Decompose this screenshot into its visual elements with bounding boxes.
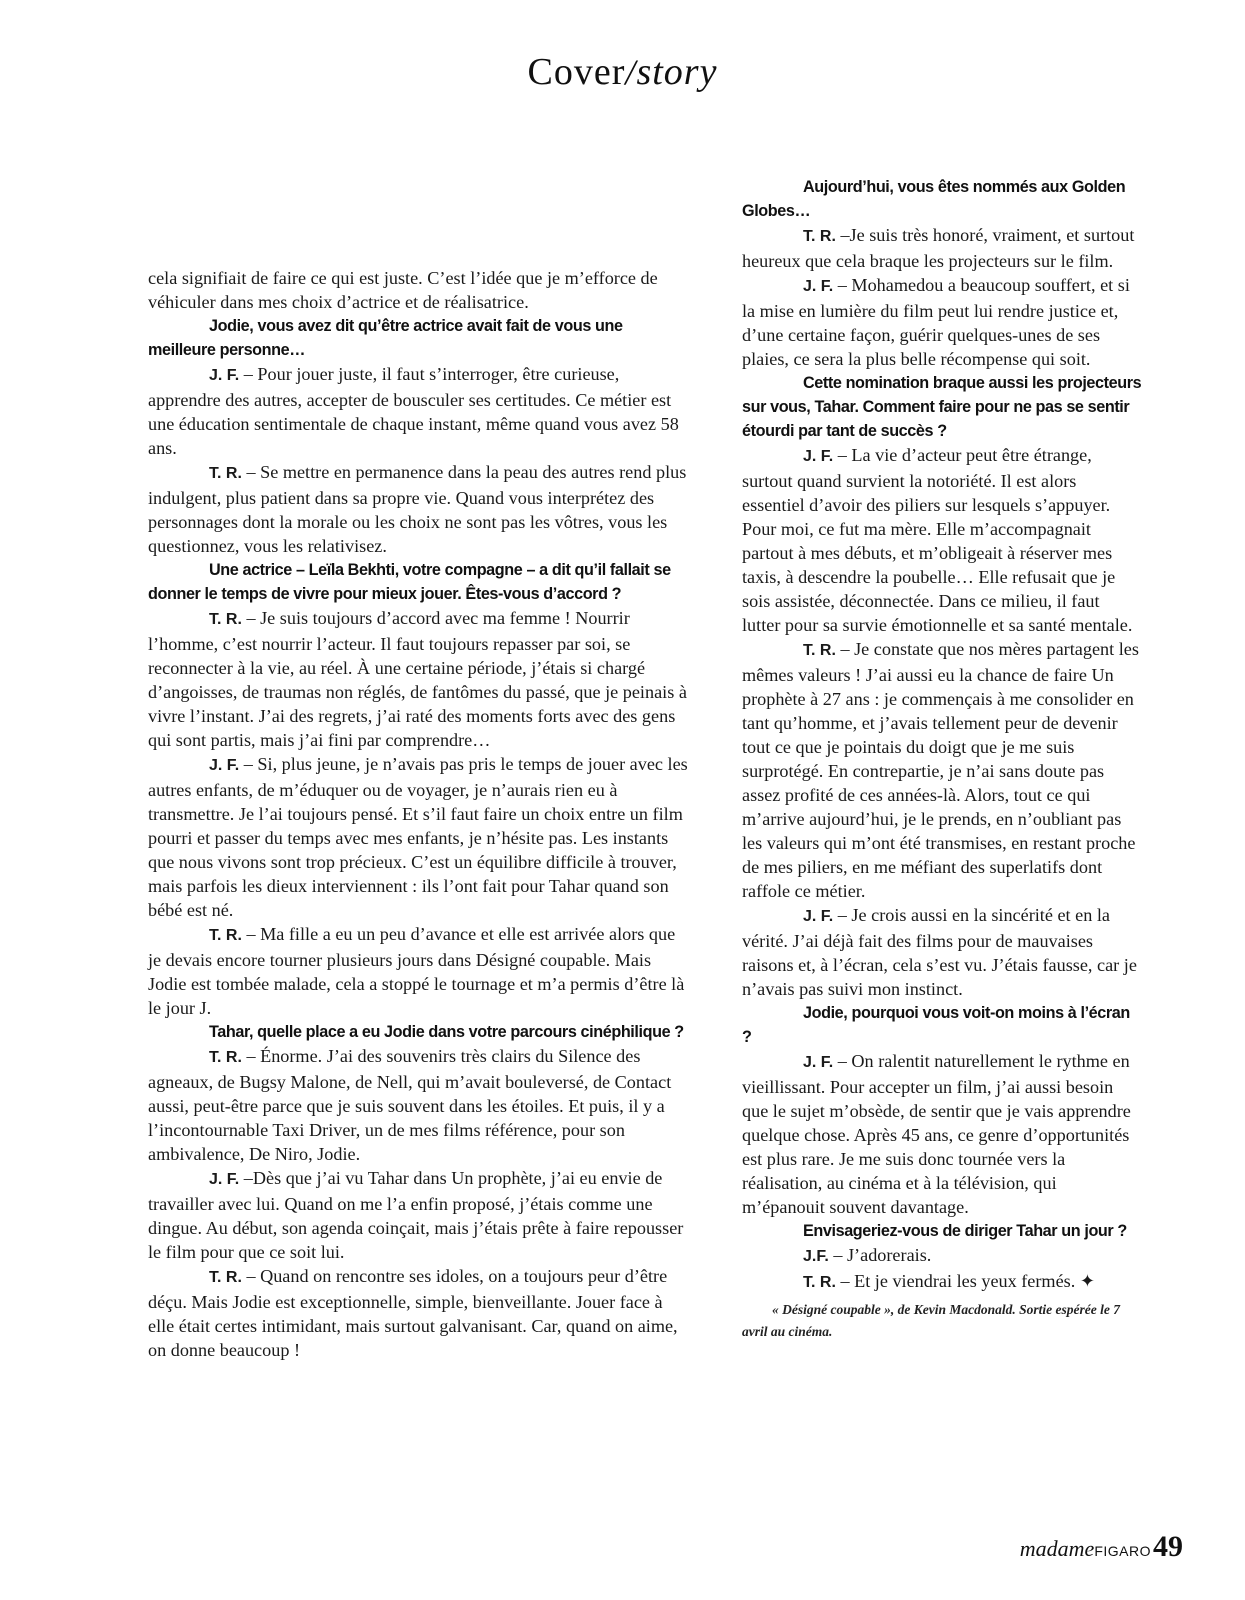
speaker-initials: J.F.: [803, 1248, 829, 1265]
header-story: story: [636, 51, 718, 93]
speaker-initials: T. R.: [209, 465, 242, 482]
answer-text: – Se mettre en permanence dans la peau des autres rend plus indulgent, plus patient dans sa propre vie. Quand vous interprétez des personnages dont la morale ou les choix ne sont pas les vôtres, vous les questionnez, vous les relativisez.: [148, 462, 687, 556]
interview-answer: [148, 752, 688, 922]
interview-answer: [148, 1166, 688, 1264]
page-number: 49: [1153, 1530, 1183, 1563]
interview-answer: [148, 922, 688, 1020]
header-slash: /: [625, 52, 637, 92]
answer-text: –Dès que j’ai vu Tahar dans Un prophète, j’ai eu envie de travailler avec lui. Quand on me l’a enfin proposé, j’étais comme une dingue. Au début, son agenda coinçait, mais j’étais prête à faire repousser le film pour que ce soit lui.: [148, 1168, 684, 1262]
speaker-initials: T. R.: [209, 927, 242, 944]
interview-answer: [742, 903, 1142, 1001]
interview-answer: [742, 1243, 1142, 1269]
interview-answer: [742, 637, 1142, 903]
speaker-initials: T. R.: [803, 1274, 836, 1291]
film-credit: « Désigné coupable », de Kevin Macdonald. Sortie espérée le 7 avril au cinéma.: [742, 1302, 1120, 1339]
speaker-initials: J. F.: [209, 367, 240, 384]
interview-question: Une actrice – Leïla Bekhti, votre compagne – a dit qu’il fallait se donner le temps de vivre pour mieux jouer. Êtes-vous d’accord ?: [148, 561, 671, 603]
answer-text: – Je constate que nos mères partagent les mêmes valeurs ! J’ai aussi eu la chance de faire Un prophète à 27 ans : je commençais à me consolider en tant qu’homme, et j’avais tellement peur de devenir tout ce que je pointais du doigt que je me suis surprotégé. En contrepartie, je n’ai sans doute pas assez profité de ces années-là. Alors, tout ce qui m’arrive aujourd’hui, je le prends, en n’oubliant pas les valeurs qui m’ont été transmises, en restant proche de mes piliers, en me méfiant des superlatifs dont raffole ce métier.: [742, 639, 1139, 901]
answer-text: – Pour jouer juste, il faut s’interroger, être curieuse, apprendre des autres, accepter de bousculer ses certitudes. Ce métier est une éducation sentimentale de chaque instant, même quand vous avez 58 ans.: [148, 364, 679, 458]
header-cover: Cover: [527, 51, 626, 93]
interview-answer: [742, 273, 1142, 371]
speaker-initials: T. R.: [803, 642, 836, 659]
answer-text: – Énorme. J’ai des souvenirs très clairs du Silence des agneaux, de Bugsy Malone, de Nell, qui m’avait bouleversé, de Contact aussi, peut-être parce que je suis souvent dans les étoiles. Et puis, il y a l’incontournable Taxi Driver, un de mes films référence, pour son ambivalence, De Niro, Jodie.: [148, 1046, 672, 1164]
speaker-initials: T. R.: [209, 1269, 242, 1286]
answer-text: – Quand on rencontre ses idoles, on a toujours peur d’être déçu. Mais Jodie est exceptionnelle, simple, bienveillante. Jouer face à elle était certes intimidant, mais surtout galvanisant. Car, quand on aime, on donne beaucoup !: [148, 1266, 678, 1360]
speaker-initials: J. F.: [803, 278, 834, 295]
interview-answer: [148, 1264, 688, 1362]
interview-answer: [742, 443, 1142, 637]
interview-question: Cette nomination braque aussi les projecteurs sur vous, Tahar. Comment faire pour ne pas se sentir étourdi par tant de succès ?: [742, 374, 1142, 440]
answer-text: –Je suis très honoré, vraiment, et surtout heureux que cela braque les projecteurs sur le film.: [742, 225, 1135, 271]
speaker-initials: T. R.: [209, 611, 242, 628]
section-header: [0, 50, 1245, 94]
speaker-initials: J. F.: [209, 1171, 240, 1188]
page-footer: [1020, 1530, 1183, 1564]
interview-answer: [148, 1044, 688, 1166]
interview-answer: [742, 1269, 1142, 1295]
interview-question: Aujourd’hui, vous êtes nommés aux Golden Globes…: [742, 178, 1126, 220]
right-column: [742, 175, 1142, 1343]
interview-question: Jodie, pourquoi vous voit-on moins à l’écran ?: [742, 1004, 1130, 1046]
interview-answer: [148, 362, 688, 460]
left-column: [148, 266, 688, 1362]
answer-text: – Mohamedou a beaucoup souffert, et si la mise en lumière du film peut lui rendre justice et, d’une certaine façon, guérir quelques-unes de ses plaies, ce sera la plus belle récompense qui soit.: [742, 275, 1130, 369]
answer-text: – La vie d’acteur peut être étrange, surtout quand survient la notoriété. Il est alors essentiel d’avoir des piliers sur lesquels s’appuyer. Pour moi, ce fut ma mère. Elle m’accompagnait partout à mes débuts, et m’obligeait à réserver mes taxis, à descendre la poubelle… Elle refusait que je sois assistée, déconnectée. Dans ce milieu, il faut lutter pour sa survie émotionnelle et sa santé mentale.: [742, 445, 1133, 635]
speaker-initials: J. F.: [803, 908, 834, 925]
body-paragraph: cela signifiait de faire ce qui est juste. C’est l’idée que je m’efforce de véhiculer dans mes choix d’actrice et de réalisatrice.: [148, 268, 658, 312]
answer-text: – Je crois aussi en la sincérité et en la vérité. J’ai déjà fait des films pour de mauvaises raisons et, à l’écran, cela s’est vu. J’étais fausse, car je n’avais pas suivi mon instinct.: [742, 905, 1137, 999]
interview-answer: [742, 223, 1142, 273]
speaker-initials: T. R.: [209, 1049, 242, 1066]
speaker-initials: J. F.: [803, 448, 834, 465]
interview-question: Tahar, quelle place a eu Jodie dans votre parcours cinéphilique ?: [209, 1023, 684, 1041]
answer-text: – On ralentit naturellement le rythme en vieillissant. Pour accepter un film, j’ai aussi besoin que le sujet m’obsède, de sentir que je vais apprendre quelque chose. Après 45 ans, ce genre d’opportunités est plus rare. Je me suis donc tournée vers la réalisation, au cinéma et à la télévision, qui m’épanouit souvent davantage.: [742, 1051, 1131, 1217]
speaker-initials: T. R.: [803, 228, 836, 245]
interview-answer: [148, 606, 688, 752]
interview-answer: [148, 460, 688, 558]
speaker-initials: J. F.: [803, 1054, 834, 1071]
answer-text: – Si, plus jeune, je n’avais pas pris le temps de jouer avec les autres enfants, de m’éduquer ou de voyager, je n’aurais rien eu à transmettre. Je l’ai toujours pensé. Et s’il faut faire un choix entre un film pourri et passer du temps avec mes enfants, je n’hésite pas. Les instants que nous vivons sont trop précieux. C’est un équilibre difficile à trouver, mais parfois les dieux interviennent : ils l’ont fait pour Tahar quand son bébé est né.: [148, 754, 688, 920]
interview-question: Jodie, vous avez dit qu’être actrice avait fait de vous une meilleure personne…: [148, 317, 623, 359]
magazine-name-madame: madame: [1019, 1536, 1095, 1561]
magazine-name-figaro: FIGARO: [1094, 1543, 1151, 1559]
interview-answer: [742, 1049, 1142, 1219]
answer-text: – Ma fille a eu un peu d’avance et elle est arrivée alors que je devais encore tourner plusieurs jours dans Désigné coupable. Mais Jodie est tombée malade, cela a stoppé le tournage et m’a permis d’être là le jour J.: [148, 924, 685, 1018]
answer-text: – J’adorerais.: [828, 1245, 932, 1265]
interview-question: Envisageriez-vous de diriger Tahar un jour ?: [803, 1222, 1127, 1240]
speaker-initials: J. F.: [209, 757, 240, 774]
answer-text: – Et je viendrai les yeux fermés. ✦: [835, 1271, 1096, 1291]
answer-text: – Je suis toujours d’accord avec ma femme ! Nourrir l’homme, c’est nourrir l’acteur. Il faut toujours repasser par soi, se reconnecter à la vie, au réel. À une certaine période, j’étais si chargé d’angoisses, de traumas non réglés, de fantômes du passé, que je peinais à vivre l’instant. J’ai des regrets, j’ai raté des moments forts avec des gens qui sont partis, mais j’ai fini par comprendre…: [148, 608, 687, 750]
